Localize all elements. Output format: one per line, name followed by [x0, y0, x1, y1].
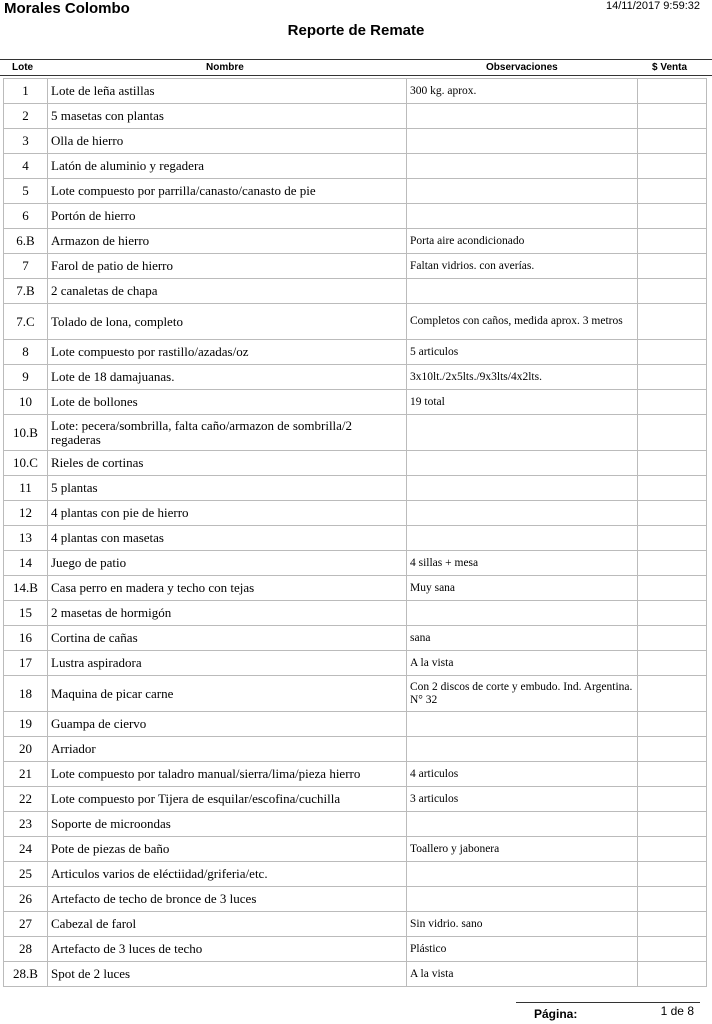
nombre-cell: 2 masetas de hormigón — [48, 601, 407, 626]
table-row — [4, 937, 707, 962]
lote-cell: 27 — [4, 912, 48, 937]
observaciones-cell: 300 kg. aprox. — [407, 79, 638, 104]
venta-cell — [638, 626, 707, 651]
table-row — [4, 204, 707, 229]
nombre-cell: 4 plantas con masetas — [48, 526, 407, 551]
column-header-nombre: Nombre — [206, 62, 244, 73]
lote-cell: 14 — [4, 551, 48, 576]
table-row — [4, 526, 707, 551]
lote-cell: 25 — [4, 862, 48, 887]
lote-cell: 10 — [4, 390, 48, 415]
nombre-cell: 2 canaletas de chapa — [48, 279, 407, 304]
nombre-cell: Lote de 18 damajuanas. — [48, 365, 407, 390]
observaciones-cell: 5 articulos — [407, 340, 638, 365]
venta-cell — [638, 304, 707, 340]
column-header-venta: $ Venta — [652, 62, 688, 73]
nombre-cell: Pote de piezas de baño — [48, 837, 407, 862]
page-label: Página: — [534, 1007, 578, 1021]
nombre-cell: Lote compuesto por rastillo/azadas/oz — [48, 340, 407, 365]
nombre-cell: Artefacto de 3 luces de techo — [48, 937, 407, 962]
observaciones-cell — [407, 601, 638, 626]
observaciones-cell: Con 2 discos de corte y embudo. Ind. Argentina. N° 32 — [407, 676, 638, 712]
table-row — [4, 254, 707, 279]
venta-cell — [638, 390, 707, 415]
nombre-cell: Artefacto de techo de bronce de 3 luces — [48, 887, 407, 912]
observaciones-cell: Muy sana — [407, 576, 638, 601]
table-row — [4, 304, 707, 340]
table-row — [4, 154, 707, 179]
venta-cell — [638, 204, 707, 229]
lote-cell: 19 — [4, 712, 48, 737]
venta-cell — [638, 862, 707, 887]
observaciones-cell — [407, 887, 638, 912]
venta-cell — [638, 526, 707, 551]
nombre-cell: Rieles de cortinas — [48, 451, 407, 476]
nombre-cell: Cabezal de farol — [48, 912, 407, 937]
report-timestamp: 14/11/2017 9:59:32 — [606, 0, 700, 12]
lote-cell: 10.C — [4, 451, 48, 476]
lote-cell: 18 — [4, 676, 48, 712]
header-top-rule — [0, 59, 712, 60]
observaciones-cell — [407, 179, 638, 204]
lote-cell: 16 — [4, 626, 48, 651]
nombre-cell: Guampa de ciervo — [48, 712, 407, 737]
observaciones-cell — [407, 415, 638, 451]
venta-cell — [638, 551, 707, 576]
observaciones-cell: Sin vidrio. sano — [407, 912, 638, 937]
nombre-cell: Maquina de picar carne — [48, 676, 407, 712]
table-row — [4, 451, 707, 476]
nombre-cell: Lote: pecera/sombrilla, falta caño/armazon de sombrilla/2 regaderas — [48, 415, 407, 451]
observaciones-cell — [407, 526, 638, 551]
nombre-cell: Portón de hierro — [48, 204, 407, 229]
table-row — [4, 862, 707, 887]
venta-cell — [638, 501, 707, 526]
venta-cell — [638, 887, 707, 912]
lote-cell: 13 — [4, 526, 48, 551]
lote-cell: 9 — [4, 365, 48, 390]
observaciones-cell: A la vista — [407, 962, 638, 987]
nombre-cell: Armazon de hierro — [48, 229, 407, 254]
table-row — [4, 676, 707, 712]
table-row — [4, 812, 707, 837]
lote-cell: 23 — [4, 812, 48, 837]
lote-cell: 20 — [4, 737, 48, 762]
observaciones-cell: Toallero y jabonera — [407, 837, 638, 862]
table-row — [4, 762, 707, 787]
nombre-cell: Arriador — [48, 737, 407, 762]
lote-cell: 6.B — [4, 229, 48, 254]
observaciones-cell: 19 total — [407, 390, 638, 415]
lote-cell: 4 — [4, 154, 48, 179]
table-row — [4, 79, 707, 104]
report-title: Reporte de Remate — [287, 22, 425, 39]
nombre-cell: Lustra aspiradora — [48, 651, 407, 676]
venta-cell — [638, 962, 707, 987]
nombre-cell: 5 plantas — [48, 476, 407, 501]
table-row — [4, 279, 707, 304]
company-name: Morales Colombo — [4, 0, 130, 17]
venta-cell — [638, 79, 707, 104]
table-row — [4, 340, 707, 365]
lote-cell: 14.B — [4, 576, 48, 601]
observaciones-cell: Completos con caños, medida aprox. 3 metros — [407, 304, 638, 340]
table-row — [4, 712, 707, 737]
observaciones-cell: 4 articulos — [407, 762, 638, 787]
lots-table-body — [4, 79, 707, 987]
observaciones-cell: Porta aire acondicionado — [407, 229, 638, 254]
observaciones-cell: Plástico — [407, 937, 638, 962]
lote-cell: 5 — [4, 179, 48, 204]
nombre-cell: Casa perro en madera y techo con tejas — [48, 576, 407, 601]
venta-cell — [638, 279, 707, 304]
venta-cell — [638, 676, 707, 712]
venta-cell — [638, 476, 707, 501]
nombre-cell: Articulos varios de eléctiidad/griferia/etc. — [48, 862, 407, 887]
venta-cell — [638, 154, 707, 179]
observaciones-cell — [407, 862, 638, 887]
lote-cell: 2 — [4, 104, 48, 129]
nombre-cell: Juego de patio — [48, 551, 407, 576]
observaciones-cell: 3 articulos — [407, 787, 638, 812]
venta-cell — [638, 451, 707, 476]
nombre-cell: Lote compuesto por parrilla/canasto/canasto de pie — [48, 179, 407, 204]
table-row — [4, 229, 707, 254]
venta-cell — [638, 129, 707, 154]
table-row — [4, 365, 707, 390]
observaciones-cell — [407, 737, 638, 762]
venta-cell — [638, 254, 707, 279]
lote-cell: 28 — [4, 937, 48, 962]
table-row — [4, 104, 707, 129]
nombre-cell: Farol de patio de hierro — [48, 254, 407, 279]
header-bottom-rule — [0, 75, 712, 76]
venta-cell — [638, 787, 707, 812]
observaciones-cell — [407, 154, 638, 179]
venta-cell — [638, 576, 707, 601]
nombre-cell: Lote de leña astillas — [48, 79, 407, 104]
lote-cell: 28.B — [4, 962, 48, 987]
venta-cell — [638, 365, 707, 390]
table-row — [4, 837, 707, 862]
nombre-cell: Spot de 2 luces — [48, 962, 407, 987]
lote-cell: 8 — [4, 340, 48, 365]
lots-table — [3, 78, 707, 987]
venta-cell — [638, 601, 707, 626]
table-row — [4, 576, 707, 601]
observaciones-cell — [407, 501, 638, 526]
table-row — [4, 601, 707, 626]
column-header-observaciones: Observaciones — [486, 62, 558, 73]
lote-cell: 15 — [4, 601, 48, 626]
venta-cell — [638, 229, 707, 254]
table-row — [4, 737, 707, 762]
observaciones-cell — [407, 104, 638, 129]
venta-cell — [638, 415, 707, 451]
page-number: 1 de 8 — [660, 1004, 694, 1018]
lote-cell: 26 — [4, 887, 48, 912]
table-row — [4, 626, 707, 651]
table-row — [4, 912, 707, 937]
venta-cell — [638, 104, 707, 129]
table-row — [4, 787, 707, 812]
observaciones-cell — [407, 812, 638, 837]
venta-cell — [638, 762, 707, 787]
table-row — [4, 476, 707, 501]
observaciones-cell: sana — [407, 626, 638, 651]
table-row — [4, 501, 707, 526]
lote-cell: 24 — [4, 837, 48, 862]
table-row — [4, 415, 707, 451]
footer-rule — [516, 1002, 700, 1003]
nombre-cell: 5 masetas con plantas — [48, 104, 407, 129]
table-row — [4, 962, 707, 987]
venta-cell — [638, 812, 707, 837]
nombre-cell: Lote compuesto por taladro manual/sierra/lima/pieza hierro — [48, 762, 407, 787]
venta-cell — [638, 651, 707, 676]
venta-cell — [638, 712, 707, 737]
observaciones-cell — [407, 204, 638, 229]
lote-cell: 7 — [4, 254, 48, 279]
lote-cell: 17 — [4, 651, 48, 676]
table-row — [4, 551, 707, 576]
nombre-cell: Cortina de cañas — [48, 626, 407, 651]
lote-cell: 7.B — [4, 279, 48, 304]
lote-cell: 22 — [4, 787, 48, 812]
observaciones-cell — [407, 279, 638, 304]
nombre-cell: Soporte de microondas — [48, 812, 407, 837]
lote-cell: 1 — [4, 79, 48, 104]
table-row — [4, 887, 707, 912]
lote-cell: 7.C — [4, 304, 48, 340]
column-header-lote: Lote — [12, 62, 34, 73]
venta-cell — [638, 937, 707, 962]
table-row — [4, 179, 707, 204]
observaciones-cell: 4 sillas + mesa — [407, 551, 638, 576]
venta-cell — [638, 912, 707, 937]
observaciones-cell — [407, 129, 638, 154]
nombre-cell: Tolado de lona, completo — [48, 304, 407, 340]
lote-cell: 6 — [4, 204, 48, 229]
nombre-cell: 4 plantas con pie de hierro — [48, 501, 407, 526]
lote-cell: 12 — [4, 501, 48, 526]
venta-cell — [638, 737, 707, 762]
venta-cell — [638, 179, 707, 204]
observaciones-cell — [407, 476, 638, 501]
table-row — [4, 390, 707, 415]
lote-cell: 21 — [4, 762, 48, 787]
venta-cell — [638, 340, 707, 365]
nombre-cell: Latón de aluminio y regadera — [48, 154, 407, 179]
observaciones-cell: 3x10lt./2x5lts./9x3lts/4x2lts. — [407, 365, 638, 390]
lote-cell: 3 — [4, 129, 48, 154]
observaciones-cell: Faltan vidrios. con averías. — [407, 254, 638, 279]
nombre-cell: Lote de bollones — [48, 390, 407, 415]
venta-cell — [638, 837, 707, 862]
nombre-cell: Olla de hierro — [48, 129, 407, 154]
table-row — [4, 651, 707, 676]
lote-cell: 11 — [4, 476, 48, 501]
table-row — [4, 129, 707, 154]
observaciones-cell — [407, 712, 638, 737]
lote-cell: 10.B — [4, 415, 48, 451]
observaciones-cell — [407, 451, 638, 476]
observaciones-cell: A la vista — [407, 651, 638, 676]
nombre-cell: Lote compuesto por Tijera de esquilar/escofina/cuchilla — [48, 787, 407, 812]
